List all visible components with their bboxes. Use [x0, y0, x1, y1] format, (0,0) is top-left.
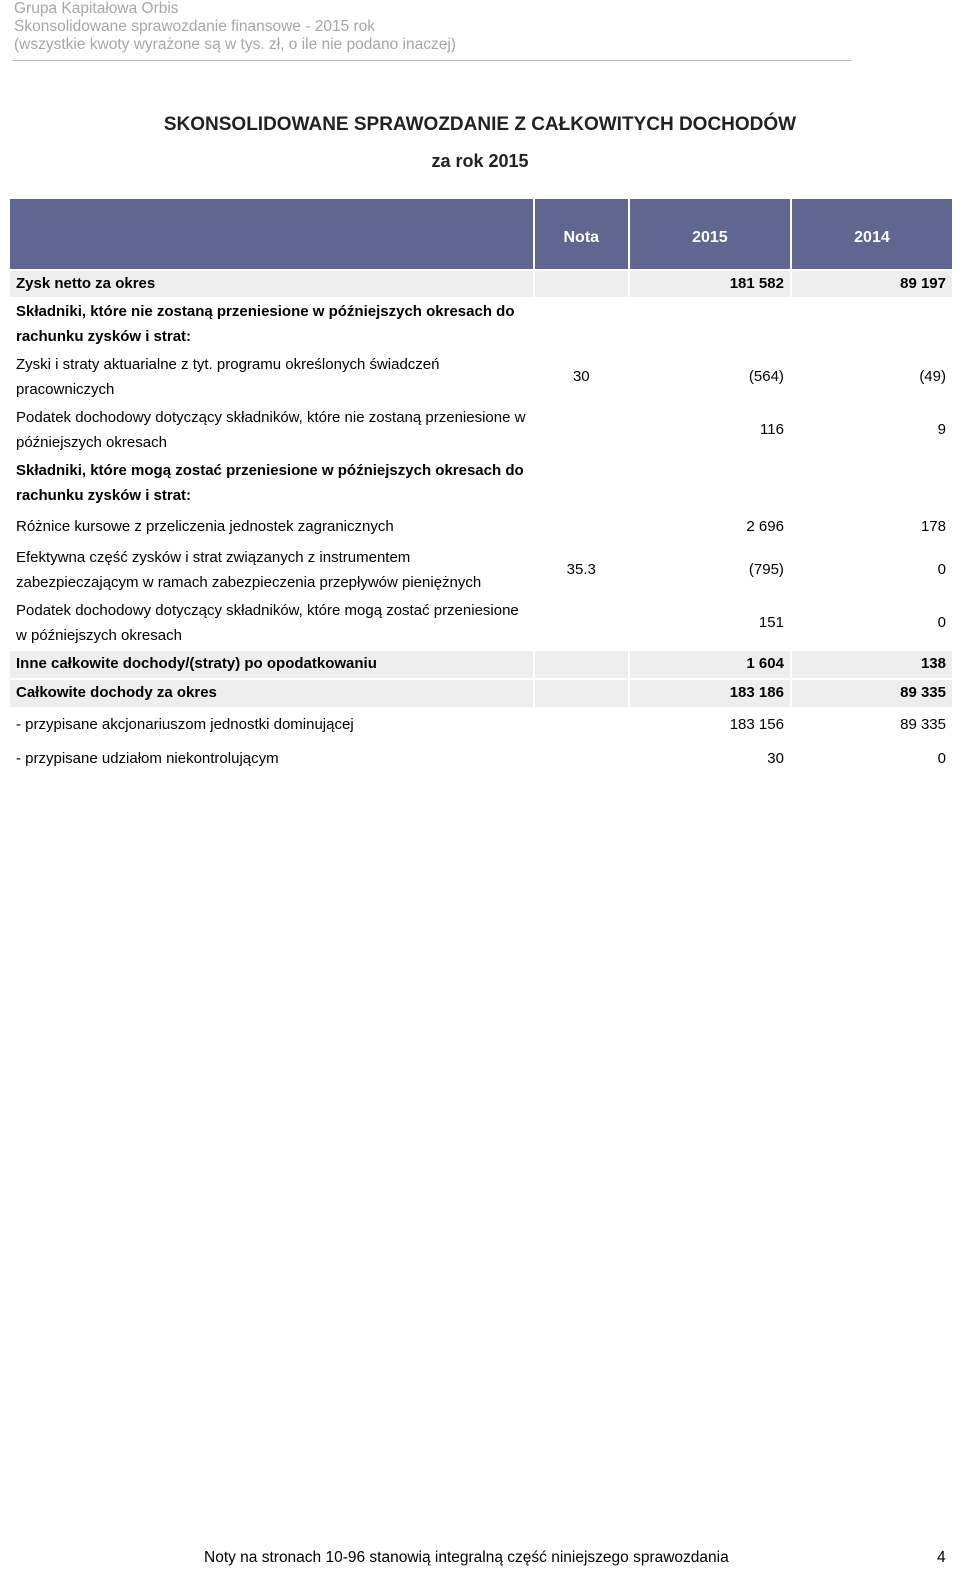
row-nota: 30	[572, 368, 590, 386]
table-row	[10, 651, 952, 678]
column-header-2015: 2015	[630, 199, 790, 269]
row-value-2014: 89 335	[900, 715, 946, 733]
row-nota	[535, 271, 628, 297]
row-nota: 35.3	[566, 561, 596, 579]
table-row	[10, 598, 952, 649]
row-value-2014: 89 335	[792, 680, 952, 707]
table-row	[10, 299, 952, 350]
table-row	[10, 545, 952, 596]
row-label: Zyski i straty aktuarialne z tyt. programu określonych świadczeń pracowniczych	[16, 356, 440, 398]
row-value-2015: 116	[760, 421, 784, 439]
row-label: Zysk netto za okres	[10, 271, 533, 297]
row-nota	[535, 651, 628, 678]
row-value-2014: 0	[937, 749, 946, 767]
statement-title: SKONSOLIDOWANE SPRAWOZDANIE Z CAŁKOWITYCH DOCHODÓW	[163, 114, 797, 135]
row-nota	[535, 743, 628, 775]
row-label: Efektywna część zysków i strat związanych z instrumentem zabezpieczającym w ramach zabezpieczenia przepływów pieniężnych	[16, 549, 482, 591]
column-header-2014: 2014	[792, 199, 952, 269]
row-nota	[535, 405, 628, 456]
table-row	[10, 271, 952, 297]
row-value-2015: 183 156	[729, 715, 784, 733]
table-row	[10, 458, 952, 509]
row-value-2015: 183 186	[630, 680, 790, 707]
row-value-2014: 178	[920, 517, 946, 535]
page-number: 4	[937, 1549, 946, 1566]
row-value-2014: 89 197	[792, 271, 952, 297]
document-header	[14, 0, 456, 54]
company-name: Grupa Kapitałowa Orbis	[14, 0, 179, 17]
footer-note: Noty na stronach 10-96 stanowią integralną część niniejszego sprawozdania	[204, 1549, 729, 1566]
row-label: Różnice kursowe z przeliczenia jednostek zagranicznych	[16, 517, 394, 535]
row-label: Składniki, które mogą zostać przeniesione w późniejszych okresach do rachunku zysków i strat:	[16, 462, 524, 504]
row-value-2015: 2 696	[746, 517, 784, 535]
table-row	[10, 680, 952, 707]
table-row	[10, 352, 952, 403]
row-label: - przypisane udziałom niekontrolującym	[16, 749, 279, 767]
row-value-2015: (564)	[748, 368, 784, 386]
table-row	[10, 709, 952, 741]
row-value-2015: 1 604	[630, 651, 790, 678]
row-label: Inne całkowite dochody/(straty) po opodatkowaniu	[10, 651, 533, 678]
row-value-2015: (795)	[748, 561, 784, 579]
currency-note: (wszystkie kwoty wyrażone są w tys. zł, o ile nie podano inaczej)	[14, 36, 456, 53]
table-row	[10, 743, 952, 775]
statement-subtitle: za rok 2015	[431, 151, 529, 171]
row-value-2014: (49)	[919, 368, 946, 386]
header-divider	[12, 60, 852, 61]
row-nota	[535, 709, 628, 741]
row-value-2014: 9	[937, 421, 946, 439]
row-label: Całkowite dochody za okres	[10, 680, 533, 707]
table-header-row	[10, 199, 952, 269]
row-value-2014: 0	[937, 614, 946, 632]
row-nota	[535, 680, 628, 707]
row-label: Podatek dochodowy dotyczący składników, które mogą zostać przeniesione w późniejszych okresach	[16, 602, 519, 644]
row-nota	[535, 511, 628, 543]
row-value-2015: 181 582	[630, 271, 790, 297]
row-value-2014: 0	[937, 561, 946, 579]
row-nota	[535, 598, 628, 649]
column-header-nota: Nota	[535, 199, 628, 269]
row-label: Podatek dochodowy dotyczący składników, które nie zostaną przeniesione w późniejszych okresach	[16, 409, 526, 451]
row-value-2015: 151	[758, 614, 784, 632]
header-blank-cell	[10, 199, 533, 269]
table-row	[10, 511, 952, 543]
row-label: Składniki, które nie zostaną przeniesione w późniejszych okresach do rachunku zysków i strat:	[16, 303, 515, 345]
table-row	[10, 405, 952, 456]
row-value-2014: 138	[792, 651, 952, 678]
row-value-2015: 30	[767, 749, 784, 767]
report-name: Skonsolidowane sprawozdanie finansowe - 2015 rok	[14, 18, 376, 35]
income-statement-table	[8, 197, 954, 777]
row-label: - przypisane akcjonariuszom jednostki dominującej	[16, 715, 354, 733]
